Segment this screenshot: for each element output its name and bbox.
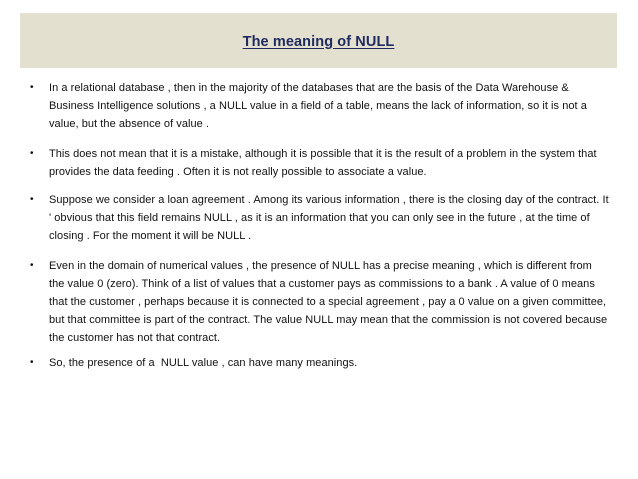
bullet-marker: • bbox=[30, 357, 34, 368]
bullet-marker: • bbox=[30, 194, 34, 205]
bullet-text: This does not mean that it is a mistake, although it is possible that it is the result of a problem in the system that provides the data feeding . Often it is not really possible to associate a value. bbox=[49, 148, 597, 178]
title-bar bbox=[20, 13, 617, 68]
bullet-marker: • bbox=[30, 148, 34, 159]
bullet-text: In a relational database , then in the majority of the databases that are the basis of the Data Warehouse & Business Intelligence solutions , a NULL value in a field of a table, means the lack of information, so it is not a value, but the absence of value . bbox=[49, 82, 587, 130]
bullet-marker: • bbox=[30, 82, 34, 93]
slide-title: The meaning of NULL bbox=[242, 33, 395, 50]
bullet-text: Even in the domain of numerical values , the presence of NULL has a precise meaning , which is different from the value 0 (zero). Think of a list of values that a customer pays as commissions to a bank . A value of 0 means that the customer , perhaps because it is connected to a special agreement , pay a 0 value on a given committee, but that committee is part of the contract. The value NULL may mean that the commission is not covered because the customer has not that contract. bbox=[49, 260, 608, 344]
bullet-marker: • bbox=[30, 260, 34, 271]
bullet-text: Suppose we consider a loan agreement . Among its various information , there is the closing day of the contract. It ' obvious that this field remains NULL , as it is an information that you can only see in the future , at the time of closing . For the moment it will be NULL . bbox=[49, 194, 609, 242]
bullet-text: So, the presence of a NULL value , can have many meanings. bbox=[49, 357, 358, 369]
